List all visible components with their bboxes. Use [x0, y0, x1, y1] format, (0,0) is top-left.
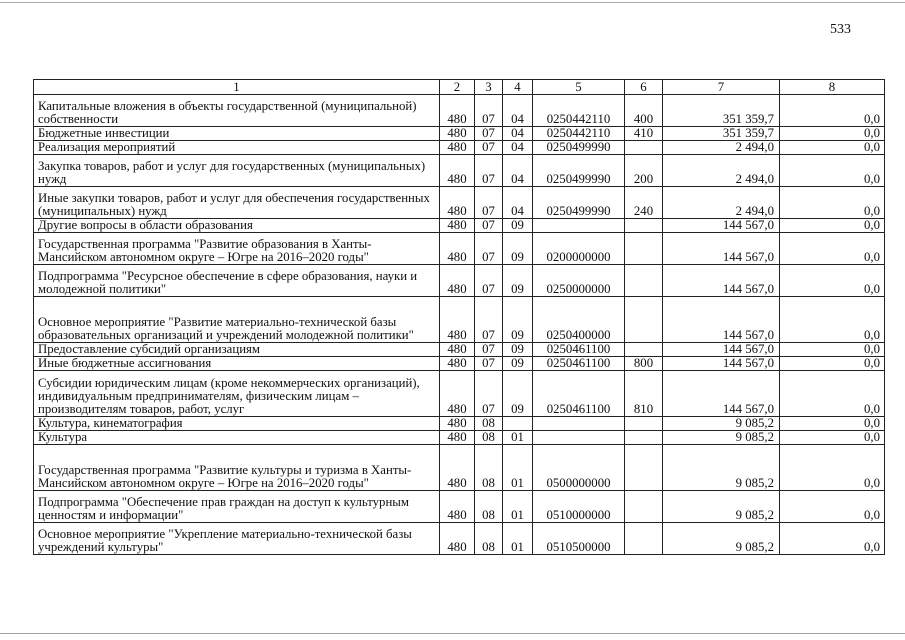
cell-pr: 09	[503, 233, 533, 265]
cell-name: Закупка товаров, работ и услуг для государственных (муниципальных) нужд	[34, 155, 440, 187]
table-row	[34, 491, 885, 523]
cell-vr	[625, 233, 663, 265]
table-row	[34, 265, 885, 297]
cell-cs: 0250499990	[533, 187, 625, 219]
cell-name: Государственная программа "Развитие культуры и туризма в Ханты-Мансийском автономном округе – Югре на 2016–2020 годы"	[34, 445, 440, 491]
cell-grbs: 480	[440, 141, 475, 155]
cell-sum: 9 085,2	[663, 431, 780, 445]
cell-grbs: 480	[440, 127, 475, 141]
cell-vr: 200	[625, 155, 663, 187]
cell-rz: 07	[475, 95, 503, 127]
table-row	[34, 141, 885, 155]
cell-sum: 144 567,0	[663, 233, 780, 265]
cell-cs: 0250400000	[533, 297, 625, 343]
column-header: 4	[503, 80, 533, 95]
cell-sum: 144 567,0	[663, 357, 780, 371]
cell-v8: 0,0	[780, 141, 885, 155]
cell-rz: 07	[475, 187, 503, 219]
cell-pr: 04	[503, 95, 533, 127]
cell-sum: 144 567,0	[663, 265, 780, 297]
cell-v8: 0,0	[780, 155, 885, 187]
table-row	[34, 523, 885, 555]
cell-sum: 2 494,0	[663, 141, 780, 155]
cell-name: Предоставление субсидий организациям	[34, 343, 440, 357]
table-row	[34, 297, 885, 343]
table-row	[34, 417, 885, 431]
cell-rz: 08	[475, 523, 503, 555]
cell-grbs: 480	[440, 187, 475, 219]
cell-v8: 0,0	[780, 371, 885, 417]
cell-grbs: 480	[440, 431, 475, 445]
cell-vr	[625, 417, 663, 431]
cell-vr: 410	[625, 127, 663, 141]
cell-rz: 07	[475, 357, 503, 371]
cell-grbs: 480	[440, 417, 475, 431]
cell-sum: 9 085,2	[663, 445, 780, 491]
cell-vr	[625, 445, 663, 491]
column-header: 1	[34, 80, 440, 95]
cell-pr: 04	[503, 187, 533, 219]
cell-grbs: 480	[440, 219, 475, 233]
cell-v8: 0,0	[780, 187, 885, 219]
cell-cs: 0510000000	[533, 491, 625, 523]
column-header: 6	[625, 80, 663, 95]
cell-pr: 09	[503, 297, 533, 343]
cell-v8: 0,0	[780, 343, 885, 357]
cell-cs: 0250442110	[533, 127, 625, 141]
cell-pr	[503, 417, 533, 431]
cell-name: Основное мероприятие "Укрепление материально-технической базы учреждений культуры"	[34, 523, 440, 555]
cell-name: Бюджетные инвестиции	[34, 127, 440, 141]
cell-name: Культура	[34, 431, 440, 445]
cell-grbs: 480	[440, 155, 475, 187]
cell-name: Иные закупки товаров, работ и услуг для обеспечения государственных (муниципальных) нужд	[34, 187, 440, 219]
cell-vr	[625, 523, 663, 555]
cell-cs: 0250000000	[533, 265, 625, 297]
cell-pr: 09	[503, 343, 533, 357]
cell-sum: 2 494,0	[663, 187, 780, 219]
cell-pr: 09	[503, 265, 533, 297]
scan-edge-bottom	[0, 633, 905, 634]
cell-pr: 01	[503, 491, 533, 523]
scan-edge-top	[0, 2, 905, 3]
cell-rz: 07	[475, 127, 503, 141]
table-row	[34, 357, 885, 371]
cell-rz: 07	[475, 155, 503, 187]
cell-vr	[625, 219, 663, 233]
cell-sum: 351 359,7	[663, 95, 780, 127]
cell-grbs: 480	[440, 445, 475, 491]
table-row	[34, 219, 885, 233]
table-body	[34, 95, 885, 555]
cell-rz: 07	[475, 371, 503, 417]
budget-table	[33, 79, 885, 555]
cell-rz: 07	[475, 297, 503, 343]
cell-name: Реализация мероприятий	[34, 141, 440, 155]
cell-cs: 0250461100	[533, 357, 625, 371]
cell-cs: 0250461100	[533, 343, 625, 357]
cell-vr	[625, 297, 663, 343]
cell-grbs: 480	[440, 265, 475, 297]
cell-v8: 0,0	[780, 445, 885, 491]
cell-grbs: 480	[440, 95, 475, 127]
cell-pr: 04	[503, 127, 533, 141]
page-number: 533	[830, 22, 851, 37]
cell-rz: 08	[475, 445, 503, 491]
cell-pr: 09	[503, 357, 533, 371]
cell-cs: 0500000000	[533, 445, 625, 491]
cell-pr: 04	[503, 155, 533, 187]
cell-cs: 0510500000	[533, 523, 625, 555]
cell-pr: 09	[503, 219, 533, 233]
cell-rz: 07	[475, 141, 503, 155]
column-number-row	[34, 80, 885, 95]
cell-sum: 144 567,0	[663, 297, 780, 343]
cell-grbs: 480	[440, 371, 475, 417]
cell-sum: 9 085,2	[663, 417, 780, 431]
cell-cs: 0250499990	[533, 141, 625, 155]
cell-sum: 9 085,2	[663, 491, 780, 523]
cell-v8: 0,0	[780, 233, 885, 265]
cell-rz: 07	[475, 219, 503, 233]
cell-pr: 01	[503, 445, 533, 491]
table-row	[34, 233, 885, 265]
cell-v8: 0,0	[780, 357, 885, 371]
cell-vr	[625, 431, 663, 445]
cell-v8: 0,0	[780, 491, 885, 523]
cell-vr: 240	[625, 187, 663, 219]
cell-sum: 9 085,2	[663, 523, 780, 555]
cell-vr: 800	[625, 357, 663, 371]
cell-rz: 08	[475, 431, 503, 445]
cell-grbs: 480	[440, 233, 475, 265]
cell-vr	[625, 265, 663, 297]
table-row	[34, 127, 885, 141]
column-header: 5	[533, 80, 625, 95]
table-row	[34, 371, 885, 417]
cell-v8: 0,0	[780, 95, 885, 127]
cell-cs	[533, 417, 625, 431]
cell-pr: 09	[503, 371, 533, 417]
cell-rz: 07	[475, 343, 503, 357]
cell-rz: 07	[475, 265, 503, 297]
cell-pr: 04	[503, 141, 533, 155]
column-header: 3	[475, 80, 503, 95]
cell-rz: 08	[475, 491, 503, 523]
cell-name: Подпрограмма "Ресурсное обеспечение в сфере образования, науки и молодежной политики"	[34, 265, 440, 297]
cell-vr	[625, 141, 663, 155]
cell-grbs: 480	[440, 343, 475, 357]
cell-sum: 2 494,0	[663, 155, 780, 187]
cell-sum: 351 359,7	[663, 127, 780, 141]
cell-name: Капитальные вложения в объекты государственной (муниципальной) собственности	[34, 95, 440, 127]
cell-v8: 0,0	[780, 127, 885, 141]
cell-grbs: 480	[440, 491, 475, 523]
cell-name: Другие вопросы в области образования	[34, 219, 440, 233]
cell-cs	[533, 431, 625, 445]
cell-name: Государственная программа "Развитие образования в Ханты-Мансийском автономном округе – Югре на 2016–2020 годы"	[34, 233, 440, 265]
cell-cs	[533, 219, 625, 233]
cell-vr: 810	[625, 371, 663, 417]
cell-cs: 0250442110	[533, 95, 625, 127]
cell-vr: 400	[625, 95, 663, 127]
cell-name: Субсидии юридическим лицам (кроме некоммерческих организаций), индивидуальным предпринимателям, физическим лицам – производителям товаров, работ, услуг	[34, 371, 440, 417]
column-header: 2	[440, 80, 475, 95]
cell-grbs: 480	[440, 523, 475, 555]
cell-vr	[625, 343, 663, 357]
table-row	[34, 343, 885, 357]
cell-grbs: 480	[440, 297, 475, 343]
table-row	[34, 187, 885, 219]
cell-sum: 144 567,0	[663, 371, 780, 417]
cell-cs: 0250499990	[533, 155, 625, 187]
cell-rz: 08	[475, 417, 503, 431]
table-row	[34, 445, 885, 491]
cell-rz: 07	[475, 233, 503, 265]
column-header: 7	[663, 80, 780, 95]
cell-sum: 144 567,0	[663, 343, 780, 357]
cell-v8: 0,0	[780, 219, 885, 233]
cell-vr	[625, 491, 663, 523]
cell-v8: 0,0	[780, 523, 885, 555]
cell-pr: 01	[503, 431, 533, 445]
cell-name: Культура, кинематография	[34, 417, 440, 431]
cell-name: Иные бюджетные ассигнования	[34, 357, 440, 371]
cell-pr: 01	[503, 523, 533, 555]
cell-v8: 0,0	[780, 417, 885, 431]
cell-name: Подпрограмма "Обеспечение прав граждан на доступ к культурным ценностям и информации"	[34, 491, 440, 523]
cell-v8: 0,0	[780, 265, 885, 297]
column-header: 8	[780, 80, 885, 95]
cell-cs: 0200000000	[533, 233, 625, 265]
cell-v8: 0,0	[780, 297, 885, 343]
cell-grbs: 480	[440, 357, 475, 371]
cell-sum: 144 567,0	[663, 219, 780, 233]
cell-name: Основное мероприятие "Развитие материально-технической базы образовательных организаций и учреждений молодежной политики"	[34, 297, 440, 343]
table-row	[34, 431, 885, 445]
table-row	[34, 95, 885, 127]
cell-cs: 0250461100	[533, 371, 625, 417]
cell-v8: 0,0	[780, 431, 885, 445]
table-row	[34, 155, 885, 187]
